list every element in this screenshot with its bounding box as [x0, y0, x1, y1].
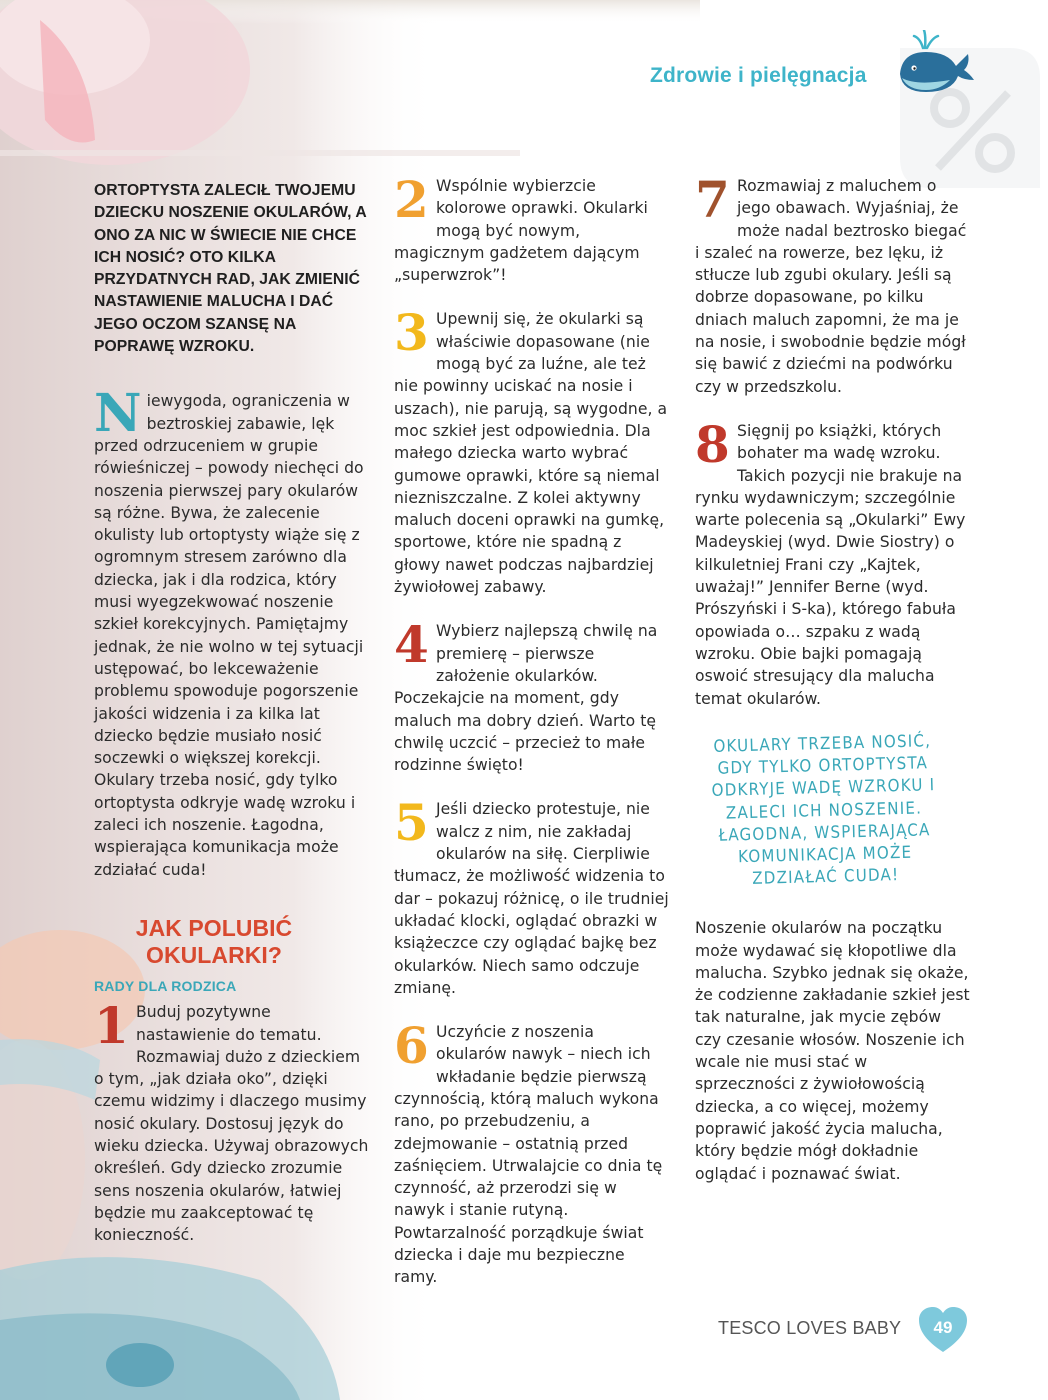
tip-text: Rozmawiaj z maluchem o jego obawach. Wyjaśniaj, że może nadal beztrosko biegać i szaleć na rowerze, bez lęku, iż stłucze lub zgubi okulary. Jeśli są dobrze dopasowane, po kilku dniach maluch zapomni, że ma je na nosie, i swobodnie będzie mógł się bawić z dziećmi na podwórku czy w przedszkolu.: [695, 177, 967, 396]
lead-text: iewygoda, ograniczenia w beztroskiej zabawie, lęk przed odrzuceniem w grupie rówieśniczej – powody niechęci do noszenia pierwszej pary okularów są różne. Bywa, że zalecenie okulisty lub ortoptysty wiąże się z ogromnym stresem zarówno dla dziecka, jak i dla rodzica, który musi wyegzekwować noszenie szkieł korekcyjnych. Pamiętajmy jednak, że nie wolno w tej sytuacji ustępować, bo lekceważenie problemu spowoduje pogorszenie jakości widzenia i za kilka lat dziecko będzie musiało nosić soczewki o większej korekcji. Okulary trzeba nosić, gdy tylko ortoptysta odkryje wadę wzroku i zaleci ich noszenie. Łagodna, wspierająca komunikacja może zdziałać cuda!: [94, 392, 364, 879]
tip-number: 8: [695, 414, 730, 474]
tip-number: 1: [94, 996, 129, 1056]
tip-text: Wspólnie wybierzcie kolorowe oprawki. Okularki mogą być nowym, magicznym gadżetem dającym „superwzrok”!: [394, 177, 648, 285]
tip-7: [695, 170, 970, 398]
section-title: Zdrowie i pielęgnacja: [650, 64, 867, 87]
tip-8: [695, 414, 970, 710]
column-3: [695, 170, 970, 1185]
whale-icon: [896, 30, 976, 104]
tip-text: Wybierz najlepszą chwilę na premierę – pierwsze założenie okularków. Poczekajcie na moment, gdy maluch ma dobry dzień. Warto tę chwilę uczcić – przecież to małe rodzinne święto!: [394, 622, 658, 775]
pull-quote: OKULARY TRZEBA NOSIĆ, GDY TYLKO ORTOPTYSTA ODKRYJE WADĘ WZROKU I ZALECI ICH NOSZENIE. ŁAGODNA, WSPIERAJĄCA KOMUNIKACJA MOŻE ZDZIAŁAĆ CUDA!: [711, 730, 936, 888]
tip-number: 2: [394, 170, 429, 229]
tips-heading-line-1: JAK POLUBIĆ: [135, 914, 293, 941]
page-number-badge: [917, 1306, 969, 1354]
tip-text: Upewnij się, że okularki są właściwie dopasowane (nie mogą być za luźne, ale też nie powinny uciskać na nosie i uszach), nie parują, są wygodne, a moc szkieł jest odpowiednia. Dla małego dziecka warto wybrać gumowe oprawki, które są niemal niezniszczalne. Z kolei aktywny maluch doceni oprawki na gumkę, sportowe, które nie spadną z głowy nawet podczas najbardziej żywiołowej zabawy.: [394, 310, 668, 597]
tips-heading-line-2: OKULARKI?: [146, 941, 282, 968]
tip-number: 3: [394, 303, 429, 363]
tip-text: Uczyńcie z noszenia okularów nawyk – niech ich wkładanie będzie pierwszą czynnością, którą maluch wykona rano, po przebudzeniu, a zdejmowanie – ostatnią przed zaśnięciem. Utrwalajcie co dnia tę czynność, aż przerodzi się w nawyk i stanie rutyną. Powtarzalność porządkuje świat dziecka i daje mu bezpieczne ramy.: [394, 1023, 663, 1287]
magazine-name: TESCO LOVES BABY: [718, 1318, 902, 1338]
tip-number: 4: [394, 615, 429, 675]
tip-3: [394, 303, 669, 598]
tip-5: [394, 793, 669, 999]
column-1: [94, 180, 370, 1268]
tip-text: Buduj pozytywne nastawienie do tematu. Rozmawiaj dużo z dzieckiem o tym, „jak działa oko”, dzięki czemu widzimy i dlaczego musimy nosić okulary. Dostosuj język do wieku dziecka. Używaj obrazowych określeń. Gdy dziecko zrozumie sens noszenia okularów, łatwiej będzie mu zaakceptować tę konieczność.: [94, 1003, 369, 1245]
tip-text: Sięgnij po książki, których bohater ma wadę wzroku. Takich pozycji nie brakuje na rynku wydawniczym; szczególnie warte polecenia są „Okularki” Ewy Madeyskiej (wyd. Dwie Siostry) o kilkuletniej Frani czy „Kajtek, uważaj!” Jennifer Berne (wyd. Prószyński i S-ka), którego fabuła opowiada o… szpaku z wadą wzroku. Obie bajki pomagają oswoić stresujący dla malucha temat okularów.: [695, 421, 966, 708]
tip-6: [394, 1016, 669, 1289]
tip-1: [94, 996, 370, 1246]
tip-number: 6: [394, 1016, 429, 1076]
tip-text: Jeśli dziecko protestuje, nie walcz z nim, nie zakładaj okularów na siłę. Cierpliwie tłumacz, że możliwość widzenia to dar – pokazuj różnicę, o ile trudniej układać klocki, oglądać obrazki w książeczce czy oglądać bajkę bez okularków. Niech samo odczuje zmianę.: [394, 800, 669, 997]
column-2: [394, 170, 669, 1311]
page-number: 49: [933, 1318, 953, 1337]
drop-cap: N: [94, 383, 142, 445]
closing-paragraph: Noszenie okularów na początku może wydawać się kłopotliwe dla malucha. Szybko jednak się okaże, że codzienne zakładanie szkieł jest tak naturalne, jak mycie zębów czy czesanie włosów. Noszenie ich wcale nie musi stać w sprzeczności z żywiołowością dziecka, a co więcej, możemy poprawić jakość życia malucha, który będzie mógł dokładnie oglądać i poznawać świat.: [695, 919, 970, 1183]
tips-heading-block: [94, 915, 334, 969]
tip-2: [394, 170, 669, 286]
section-header: [640, 58, 985, 102]
intro-text: ORTOPTYSTA ZALECIŁ TWOJEMU DZIECKU NOSZENIE OKULARÓW, A ONO ZA NIC W ŚWIECIE NIE CHCE ICH NOSIĆ? OTO KILKA PRZYDATNYCH RAD, JAK ZMIENIĆ NASTAWIENIE MALUCHA I DAĆ JEGO OCZOM SZANSĘ NA POPRAWĘ WZROKU.: [94, 182, 367, 356]
lead-paragraph: [94, 383, 370, 881]
tip-number: 7: [695, 170, 730, 229]
tips-subheading: RADY DLA RODZICA: [94, 977, 237, 994]
tip-4: [394, 615, 669, 776]
tip-number: 5: [394, 793, 429, 853]
